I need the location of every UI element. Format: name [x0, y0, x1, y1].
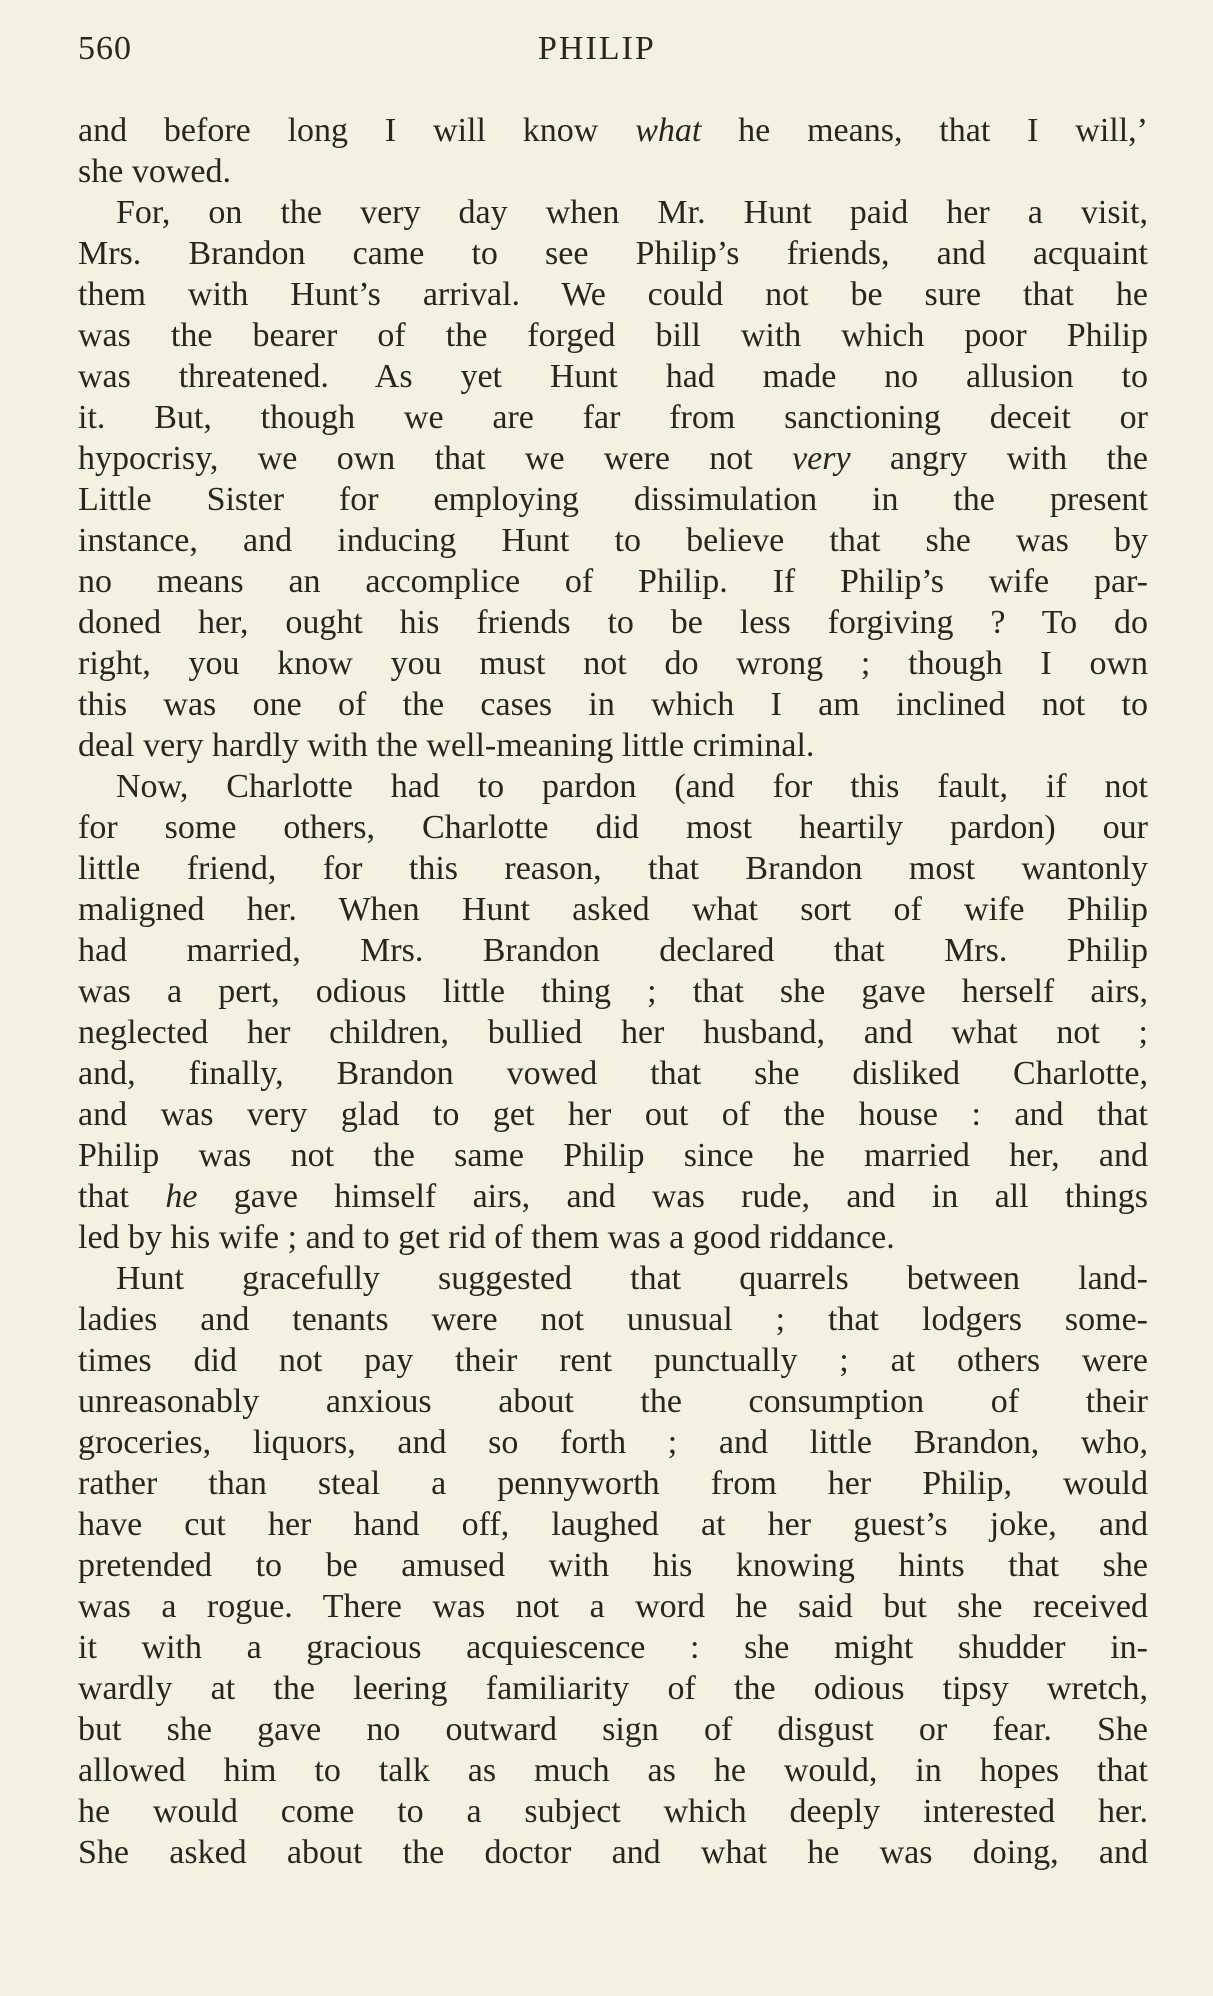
text-line: Hunt gracefully suggested that quarrels between land-	[116, 1260, 1148, 1297]
running-title: PHILIP	[538, 30, 656, 67]
text-line: Little Sister for employing dissimulation in the present	[78, 481, 1148, 518]
text-line: hypocrisy, we own that we were not very angry with the	[78, 440, 1148, 477]
text-line: Mrs. Brandon came to see Philip’s friends, and acquaint	[78, 235, 1148, 272]
text-line: Philip was not the same Philip since he married her, and	[78, 1137, 1148, 1174]
text-line: was a pert, odious little thing ; that she gave herself airs,	[78, 973, 1148, 1010]
text-line: For, on the very day when Mr. Hunt paid her a visit,	[116, 194, 1148, 231]
text-line: times did not pay their rent punctually ; at others were	[78, 1342, 1148, 1379]
text-line: but she gave no outward sign of disgust or fear. She	[78, 1711, 1148, 1748]
text-line: them with Hunt’s arrival. We could not be sure that he	[78, 276, 1148, 313]
text-line: wardly at the leering familiarity of the odious tipsy wretch,	[78, 1670, 1148, 1707]
text-line: right, you know you must not do wrong ; though I own	[78, 645, 1148, 682]
text-line: groceries, liquors, and so forth ; and little Brandon, who,	[78, 1424, 1148, 1461]
page-number: 560	[78, 30, 132, 67]
page-header	[78, 30, 1148, 76]
text-line: ladies and tenants were not unusual ; that lodgers some-	[78, 1301, 1148, 1338]
text-line: and was very glad to get her out of the house : and that	[78, 1096, 1148, 1133]
text-line: that he gave himself airs, and was rude, and in all things	[78, 1178, 1149, 1215]
text-line: little friend, for this reason, that Brandon most wantonly	[78, 850, 1148, 887]
text-line: pretended to be amused with his knowing hints that she	[78, 1547, 1148, 1584]
text-line: he would come to a subject which deeply interested her.	[78, 1793, 1148, 1830]
text-line: was a rogue. There was not a word he said but she received	[78, 1588, 1148, 1625]
text-line: neglected her children, bullied her husband, and what not ;	[78, 1014, 1148, 1051]
text-line: she vowed.	[78, 153, 231, 190]
text-line: unreasonably anxious about the consumption of their	[78, 1383, 1148, 1420]
text-line: and, finally, Brandon vowed that she disliked Charlotte,	[78, 1055, 1148, 1092]
text-line: had married, Mrs. Brandon declared that Mrs. Philip	[78, 932, 1148, 969]
text-line: was threatened. As yet Hunt had made no allusion to	[78, 358, 1148, 395]
body-text	[78, 110, 1148, 1873]
text-line: no means an accomplice of Philip. If Philip’s wife par-	[78, 563, 1148, 600]
text-line: was the bearer of the forged bill with which poor Philip	[78, 317, 1148, 354]
text-line: She asked about the doctor and what he was doing, and	[78, 1834, 1148, 1871]
text-line: it with a gracious acquiescence : she might shudder in-	[78, 1629, 1148, 1666]
text-line: maligned her. When Hunt asked what sort of wife Philip	[78, 891, 1148, 928]
text-line: it. But, though we are far from sanctioning deceit or	[78, 399, 1148, 436]
text-line: and before long I will know what he means, that I will,’	[78, 112, 1148, 149]
text-line: rather than steal a pennyworth from her Philip, would	[78, 1465, 1148, 1502]
text-line: this was one of the cases in which I am inclined not to	[78, 686, 1148, 723]
text-line: for some others, Charlotte did most heartily pardon) our	[78, 809, 1148, 846]
text-line: Now, Charlotte had to pardon (and for this fault, if not	[116, 768, 1148, 805]
text-line: deal very hardly with the well-meaning little criminal.	[78, 727, 815, 764]
text-line: led by his wife ; and to get rid of them was a good riddance.	[78, 1219, 895, 1256]
text-line: instance, and inducing Hunt to believe that she was by	[78, 522, 1148, 559]
text-line: allowed him to talk as much as he would, in hopes that	[78, 1752, 1148, 1789]
text-line: have cut her hand off, laughed at her guest’s joke, and	[78, 1506, 1148, 1543]
text-line: doned her, ought his friends to be less forgiving ? To do	[78, 604, 1148, 641]
